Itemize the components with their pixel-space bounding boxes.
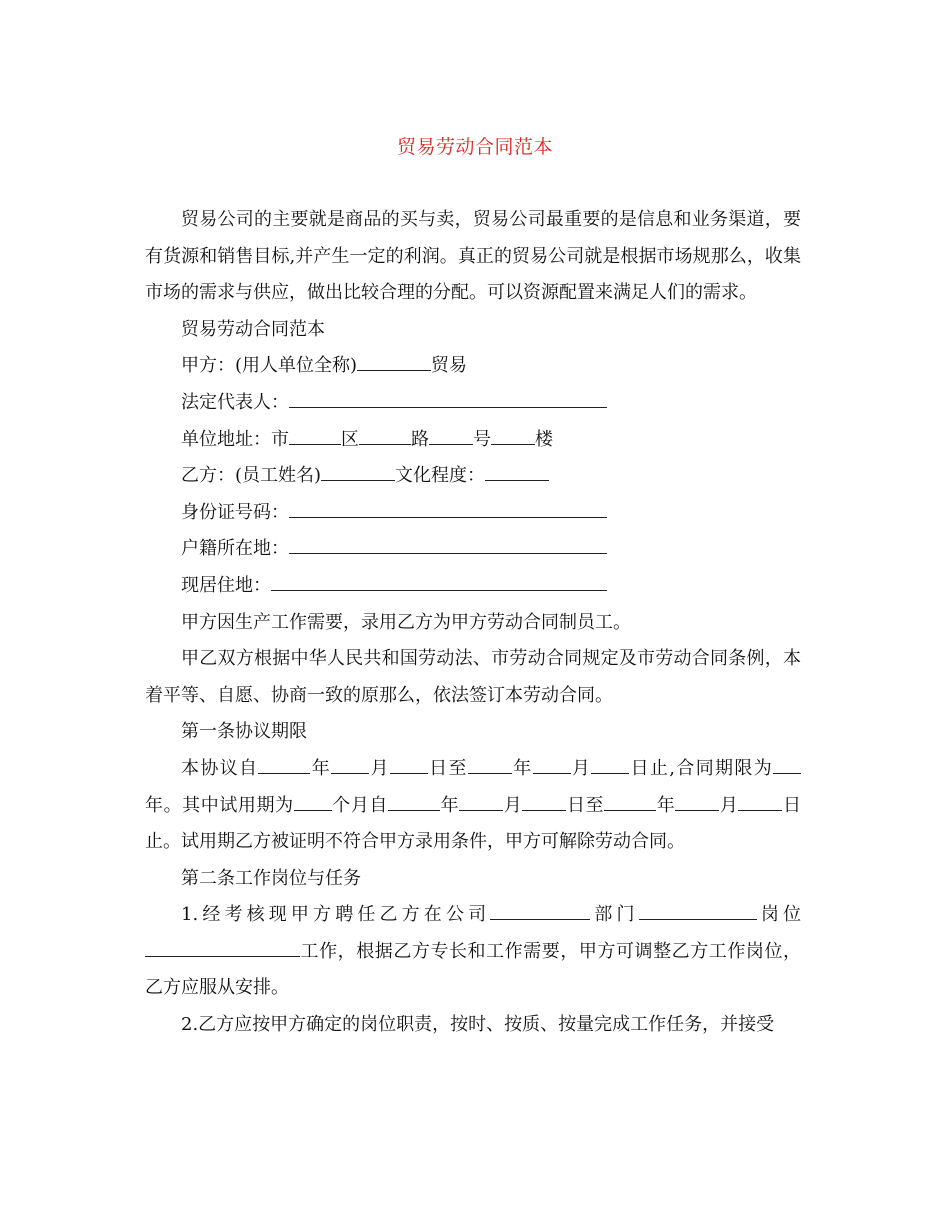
address-line [145,422,801,459]
probation-start-day-label: 日至 [566,794,605,816]
party-a-label: 甲方：(用人单位全称) [181,355,358,377]
term-start-label: 本协议自 [181,757,259,779]
probation-end-label: 日止。试用期乙方被证明不符合甲方录用条件，甲方可解除劳动合同。 [145,794,802,853]
party-b-line [145,458,801,495]
months-from-label: 个月自 [331,794,389,816]
city-blank[interactable] [289,426,341,445]
party-a-name-blank[interactable] [357,352,431,371]
contract-subtitle: 贸易劳动合同范本 [181,318,325,340]
item-1-start: 1.经考核现甲方聘任乙方在公司 [181,904,491,926]
probation-end-day-blank[interactable] [738,792,782,811]
probation-start-year-blank[interactable] [388,792,440,811]
term-paragraph [145,751,801,861]
start-month-blank[interactable] [331,755,369,774]
term-years-blank[interactable] [773,755,801,774]
education-blank[interactable] [485,462,549,481]
probation-months-blank[interactable] [294,792,332,811]
basis-paragraph: 甲乙双方根据中华人民共和国劳动法、市劳动合同规定及市劳动合同条例，本着平等、自愿、协商一致的原那么，依法签订本劳动合同。 [145,648,801,706]
party-a-suffix: 贸易 [431,355,468,377]
document-body [145,202,801,1044]
end-day-blank[interactable] [591,755,629,774]
end-day-label: 日止,合同期限为 [629,757,774,779]
probation-label: 年。其中试用期为 [145,794,294,816]
start-month-label: 月 [369,757,390,779]
probation-start-month-blank[interactable] [459,792,503,811]
work-blank[interactable] [145,938,300,957]
party-b-name-blank[interactable] [321,462,395,481]
end-month-blank[interactable] [533,755,571,774]
article-2-title: 第二条工作岗位与任务 [181,867,361,889]
id-number-label: 身份证号码： [181,501,289,523]
document-title: 贸易劳动合同范本 [396,136,553,158]
household-blank[interactable] [289,535,607,554]
legal-rep-label: 法定代表人： [181,391,289,413]
road-label: 路 [411,428,429,450]
party-b-label: 乙方：(员工姓名) [181,465,322,487]
probation-start-year-label: 年 [440,794,460,816]
district-label: 区 [341,428,359,450]
party-a-line [145,348,801,385]
intro-paragraph: 贸易公司的主要就是商品的买与卖，贸易公司最重要的是信息和业务渠道，要有货源和销售目标,并产生一定的利润。真正的贸易公司就是根据市场规那么，收集市场的需求与供应，做出比较合理的分配。可以资源配置来满足人们的需求。 [145,209,801,304]
end-year-label: 年 [511,757,533,779]
household-label: 户籍所在地： [181,538,289,560]
department-blank[interactable] [490,901,590,920]
position-label: 岗位 [756,904,801,926]
residence-label: 现居住地： [181,574,271,596]
employment-paragraph: 甲方因生产工作需要，录用乙方为甲方劳动合同制员工。 [181,611,631,633]
item-2-paragraph: 2.乙方应按甲方确定的岗位职责，按时、按质、按量完成工作任务，并接受 [181,1014,775,1036]
item-1-paragraph [145,897,801,1007]
legal-rep-blank[interactable] [289,389,607,408]
start-day-blank[interactable] [390,755,428,774]
end-year-blank[interactable] [468,755,512,774]
item-1-rest: 工作，根据乙方专长和工作需要，甲方可调整乙方工作岗位，乙方应服从安排。 [145,940,801,999]
probation-start-day-blank[interactable] [522,792,566,811]
position-blank[interactable] [639,901,757,920]
household-line [145,531,801,568]
education-label: 文化程度： [395,465,486,487]
start-year-blank[interactable] [258,755,310,774]
address-label: 单位地址：市 [181,428,289,450]
number-label: 号 [473,428,491,450]
id-number-line [145,495,801,532]
legal-rep-line [145,385,801,422]
road-blank[interactable] [429,426,473,445]
probation-start-month-label: 月 [503,794,523,816]
article-1-title: 第一条协议期限 [181,721,307,743]
id-number-blank[interactable] [289,499,607,518]
end-month-label: 月 [570,757,592,779]
residence-blank[interactable] [271,572,607,591]
department-label: 部门 [590,904,639,926]
start-year-label: 年 [310,757,332,779]
building-label: 楼 [535,428,553,450]
number-blank[interactable] [491,426,535,445]
probation-end-year-label: 年 [656,794,676,816]
residence-line [145,568,801,605]
district-blank[interactable] [359,426,411,445]
probation-end-year-blank[interactable] [604,792,656,811]
probation-end-month-label: 月 [719,794,739,816]
probation-end-month-blank[interactable] [675,792,719,811]
start-day-label: 日至 [427,757,468,779]
